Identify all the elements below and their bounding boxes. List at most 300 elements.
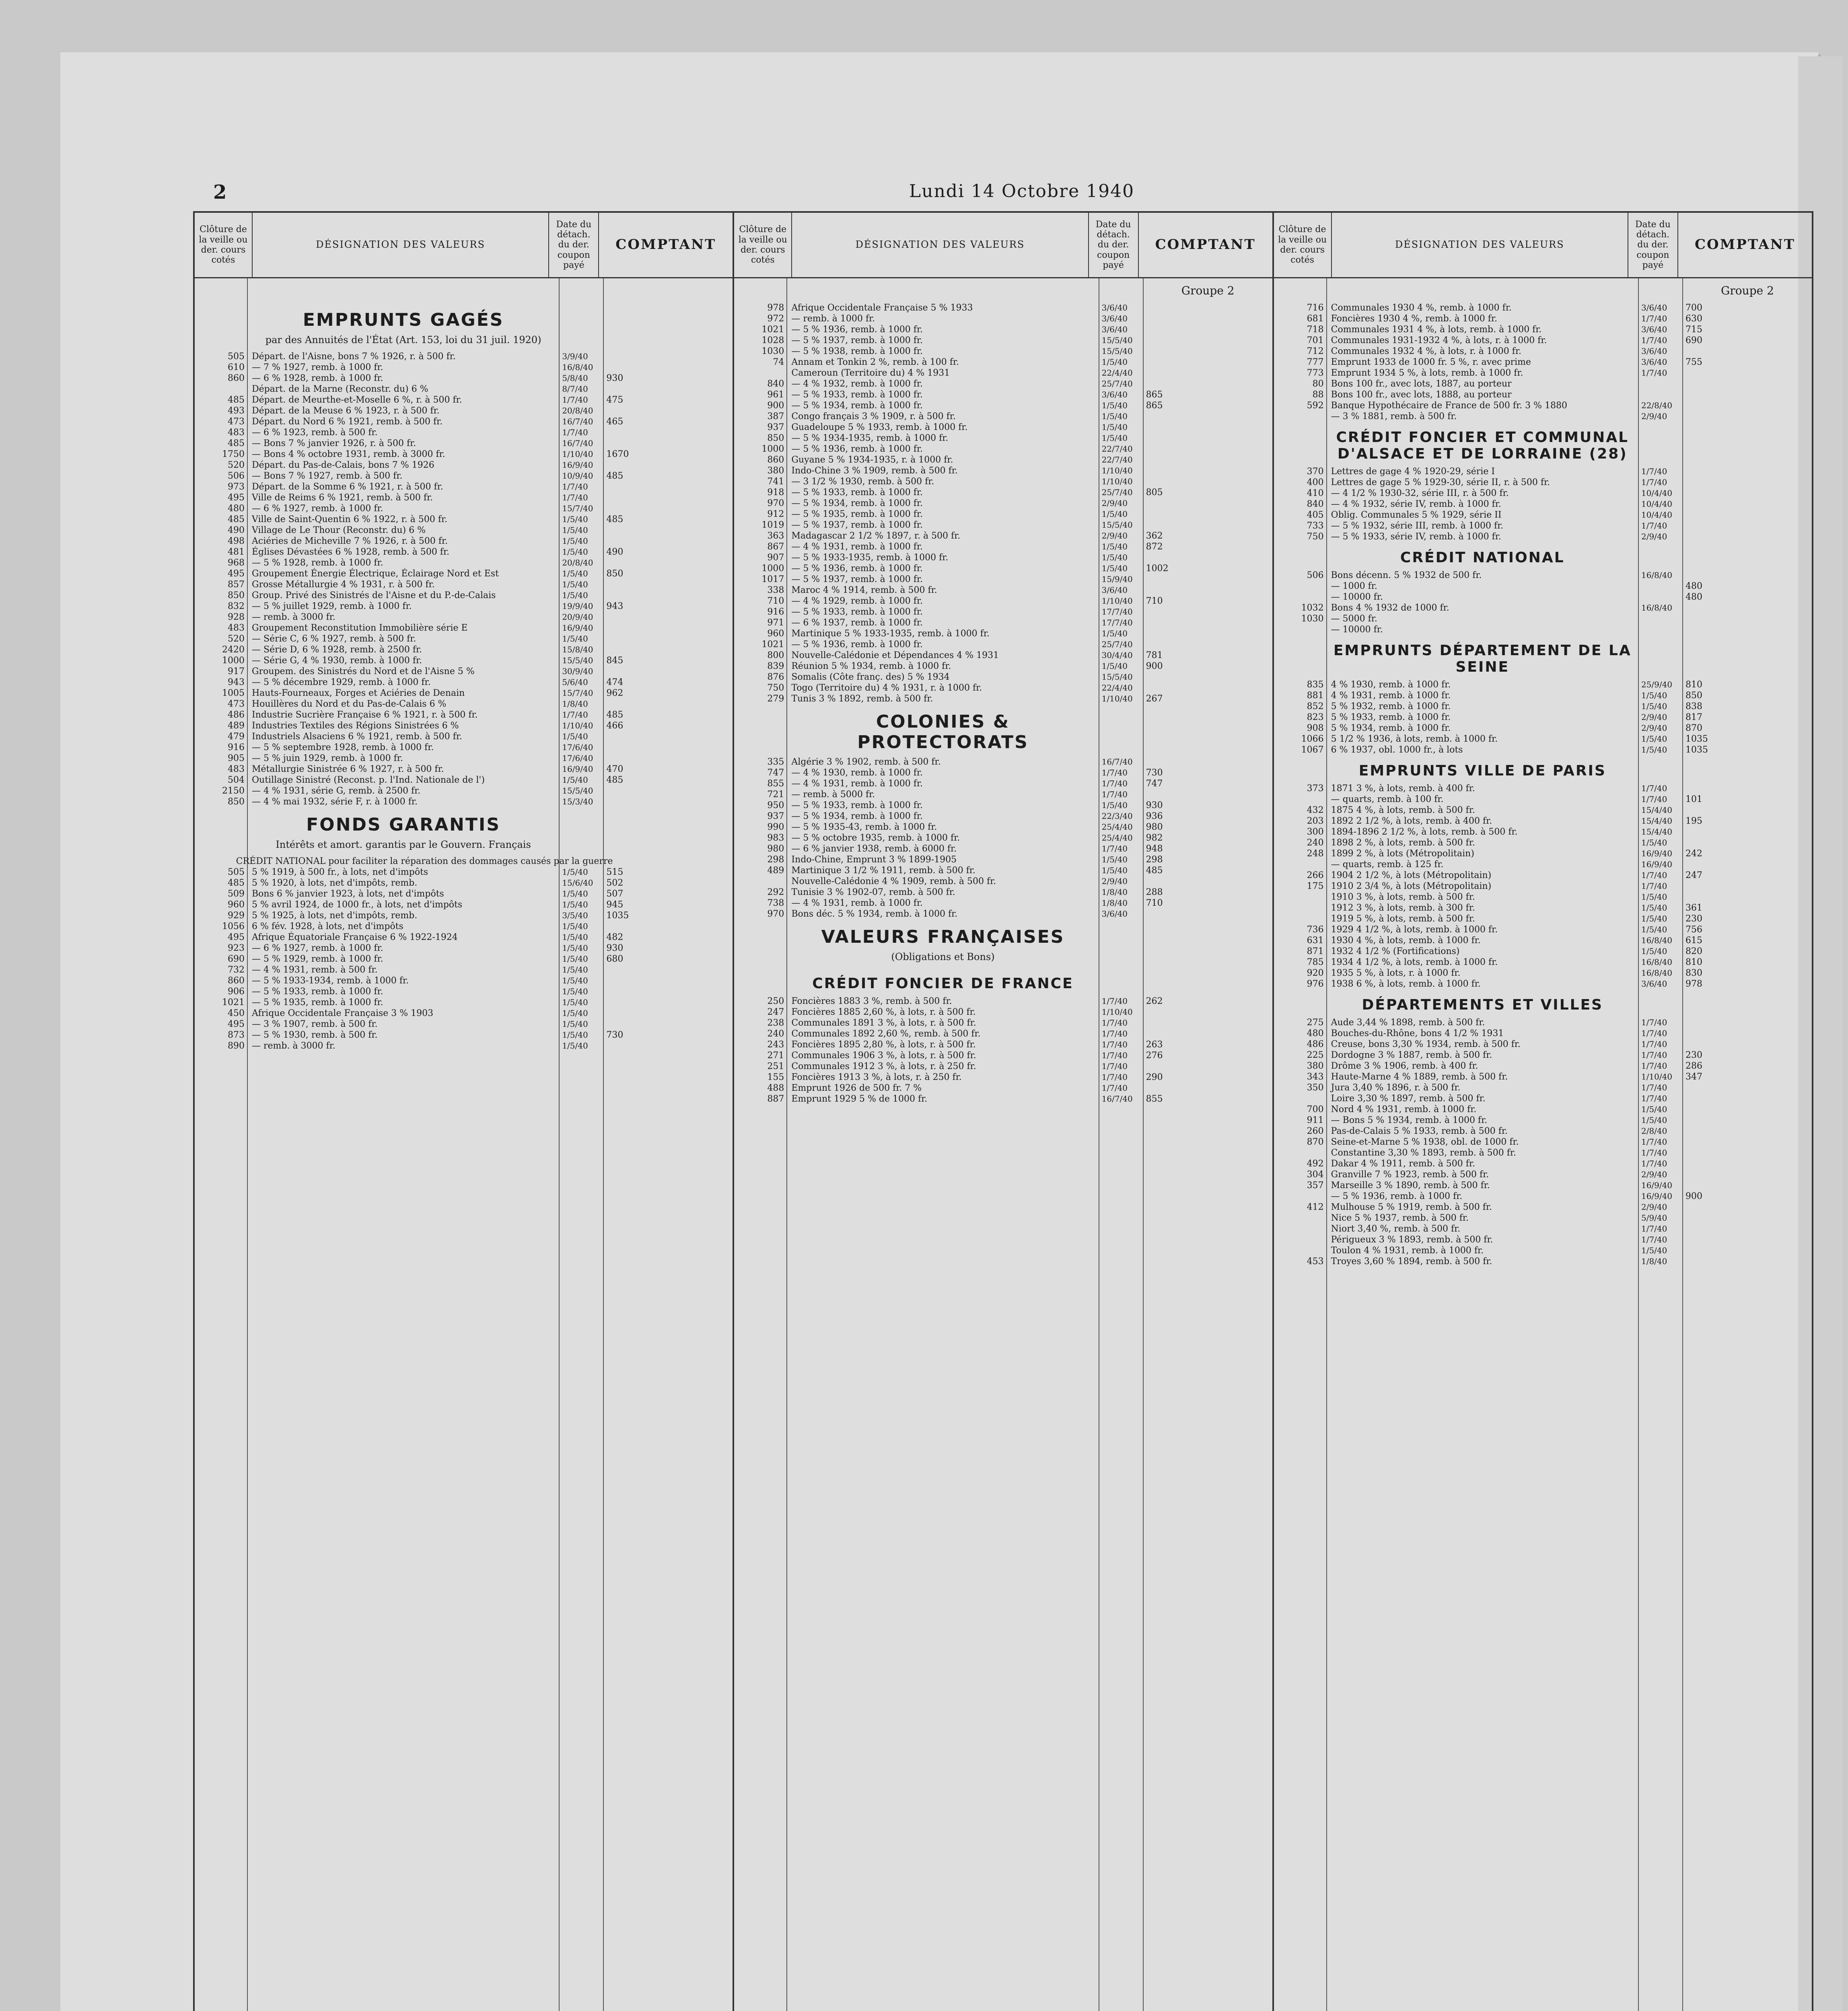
cell-cloture: 387 <box>767 411 784 422</box>
cell-designation: 1929 4 1/2 %, à lots, remb. à 1000 fr. <box>1331 925 1498 935</box>
cell-date: 1/5/40 <box>1101 422 1128 432</box>
cell-comptant <box>1683 488 1812 499</box>
cell-comptant: 263 <box>1146 1040 1163 1050</box>
cell-cloture: 960 <box>228 900 245 910</box>
cell-designation: Périgueux 3 % 1893, remb. à 500 fr. <box>1331 1235 1493 1245</box>
cell-cloture: 304 <box>1307 1170 1324 1180</box>
column-body <box>1274 278 1812 2011</box>
table-row <box>1274 302 1812 313</box>
cell-comptant: 756 <box>1685 925 1702 935</box>
cell-designation: 1912 3 %, à lots, remb. à 300 fr. <box>1331 903 1475 913</box>
cell-designation: Emprunt 1929 5 % de 1000 fr. <box>791 1094 928 1104</box>
cell-comptant: 781 <box>1146 650 1163 660</box>
cell-designation: 6 % fév. 1928, à lots, net d'impôts <box>252 921 403 931</box>
cell-date: 1/10/40 <box>1101 694 1133 703</box>
cell-date: 16/7/40 <box>562 417 593 426</box>
cell-date: 2/9/40 <box>1101 876 1128 886</box>
header-date-detach: Date du détach. du der. coupon payé <box>549 213 599 277</box>
cell-date: 1/5/40 <box>562 997 588 1007</box>
cell-cloture: 506 <box>228 471 245 481</box>
cell-date: 1/7/40 <box>1101 1051 1128 1060</box>
table-row <box>195 796 733 807</box>
cell-date <box>1639 624 1683 635</box>
cell-date: 3/6/40 <box>1101 585 1128 595</box>
table-row <box>1274 581 1812 592</box>
cell-cloture <box>195 384 247 395</box>
cell-designation: Communales 1892 2,60 %, remb. à 500 fr. <box>791 1029 981 1039</box>
cell-date: 17/7/40 <box>1101 618 1133 627</box>
table-row <box>195 373 733 384</box>
cell-date: 10/9/40 <box>562 471 593 481</box>
cell-comptant: 710 <box>1146 596 1163 606</box>
cell-cloture: 900 <box>767 401 784 411</box>
cell-comptant: 1035 <box>1685 734 1708 744</box>
table-row <box>734 778 1272 789</box>
cell-date: 1/7/40 <box>1101 1072 1128 1082</box>
cell-cloture: 432 <box>1307 805 1324 815</box>
table-row <box>1274 400 1812 411</box>
cell-cloture: 887 <box>767 1094 784 1104</box>
table-row <box>734 1050 1272 1061</box>
cell-date <box>1639 389 1683 400</box>
cell-designation: Industrie Sucrière Française 6 % 1921, r. à 500 fr. <box>252 710 478 720</box>
cell-comptant: 810 <box>1685 957 1702 967</box>
table-row <box>1274 1071 1812 1082</box>
cell-comptant <box>604 666 733 677</box>
table-row <box>195 416 733 427</box>
cell-cloture: 489 <box>767 866 784 876</box>
cell-date: 1/7/40 <box>1641 314 1667 323</box>
cell-cloture: 857 <box>228 580 245 590</box>
cell-cloture: 88 <box>1312 390 1324 400</box>
cell-date: 1/5/40 <box>562 569 588 578</box>
cell-cloture: 240 <box>767 1029 784 1039</box>
table-row <box>734 822 1272 833</box>
cell-designation: — remb. à 1000 fr. <box>791 314 875 324</box>
cell-comptant <box>1144 876 1272 887</box>
table-row <box>1274 1213 1812 1223</box>
cell-cloture: 1021 <box>222 997 245 1008</box>
cell-comptant <box>1144 757 1272 767</box>
cell-comptant <box>1144 444 1272 454</box>
cell-cloture: 480 <box>1307 1028 1324 1038</box>
cell-date: 16/9/40 <box>1641 1180 1673 1190</box>
cell-cloture: 493 <box>228 406 245 416</box>
cell-designation: Hauts-Fourneaux, Forges et Aciéries de Denain <box>252 688 465 698</box>
cell-designation: Algérie 3 % 1902, remb. à 500 fr. <box>791 757 941 767</box>
cell-date: 1/5/40 <box>1641 946 1667 956</box>
cell-comptant <box>1683 520 1812 531</box>
cell-date: 16/9/40 <box>1641 860 1673 869</box>
table-row <box>734 628 1272 639</box>
cell-date: 25/7/40 <box>1101 379 1133 389</box>
cell-comptant: 900 <box>1685 1191 1702 1201</box>
cell-designation: 5 % 1920, à lots, net d'impôts, remb. <box>252 878 418 888</box>
cell-comptant <box>1144 302 1272 313</box>
table-row <box>734 1094 1272 1104</box>
cell-date: 16/9/40 <box>1641 1191 1673 1201</box>
section-title: FONDS GARANTIS <box>306 814 501 835</box>
table-row <box>734 574 1272 585</box>
cell-designation: — 5 % 1933, série IV, remb. à 1000 fr. <box>1331 532 1501 542</box>
header-date-detach: Date du détach. du der. coupon payé <box>1628 213 1678 277</box>
cell-date: 16/9/40 <box>562 460 593 470</box>
cell-comptant <box>604 351 733 362</box>
cell-comptant <box>604 742 733 753</box>
cell-comptant: 466 <box>606 721 624 731</box>
cell-cloture: 363 <box>767 531 784 541</box>
cell-date: 3/9/40 <box>562 352 588 361</box>
table-row <box>734 639 1272 650</box>
cell-comptant: 480 <box>1685 581 1702 591</box>
table-row <box>734 854 1272 865</box>
cell-comptant: 480 <box>1685 592 1702 602</box>
cell-comptant <box>1144 628 1272 639</box>
page-number: 2 <box>213 181 227 204</box>
cell-date: 1/7/40 <box>1101 1018 1128 1028</box>
cell-cloture: 840 <box>1307 499 1324 509</box>
cell-cloture <box>734 368 786 378</box>
cell-cloture: 485 <box>228 395 245 405</box>
cell-cloture: 483 <box>228 428 245 438</box>
cell-designation: 5 % avril 1924, de 1000 fr., à lots, net d'impôts <box>252 900 463 910</box>
cell-comptant <box>604 796 733 807</box>
cell-designation: — 5 % juillet 1929, remb. à 1000 fr. <box>252 601 412 611</box>
cell-comptant: 475 <box>606 395 624 405</box>
cell-comptant <box>1144 313 1272 324</box>
cell-designation: — 5 % 1930, remb. à 500 fr. <box>252 1030 378 1040</box>
cell-comptant <box>1683 859 1812 870</box>
cell-comptant <box>1683 1245 1812 1256</box>
cell-date: 25/7/40 <box>1101 639 1133 649</box>
cell-comptant <box>1683 1213 1812 1223</box>
cell-date: 1/5/40 <box>1101 509 1128 519</box>
cell-date: 15/4/40 <box>1641 827 1673 837</box>
cell-date: 1/7/40 <box>562 482 588 491</box>
cell-designation: Togo (Territoire du) 4 % 1931, r. à 1000 fr. <box>791 683 982 693</box>
cell-comptant <box>1144 324 1272 335</box>
cell-date: 1/5/40 <box>1641 1115 1667 1125</box>
cell-comptant <box>604 362 733 373</box>
table-row <box>734 411 1272 422</box>
cell-designation: Marseille 3 % 1890, remb. à 500 fr. <box>1331 1180 1490 1191</box>
cell-cloture: 1066 <box>1301 734 1324 744</box>
cell-designation: Cameroun (Territoire du) 4 % 1931 <box>791 368 950 378</box>
cell-designation: — Série D, 6 % 1928, remb. à 2500 fr. <box>252 645 422 655</box>
cell-date: 1/7/40 <box>1101 1061 1128 1071</box>
cell-comptant <box>604 731 733 742</box>
cell-designation: Nouvelle-Calédonie et Dépendances 4 % 1931 <box>791 650 999 660</box>
table-row <box>1274 712 1812 723</box>
cell-designation: — 4 1/2 % 1930-32, série III, r. à 500 fr. <box>1331 488 1509 498</box>
column-header <box>734 213 1272 278</box>
table-row <box>1274 624 1812 635</box>
table-row <box>1274 346 1812 357</box>
cell-cloture: 350 <box>1307 1083 1324 1093</box>
cell-designation: — 5 % 1937, remb. à 1000 fr. <box>791 520 923 530</box>
cell-date: 1/5/40 <box>562 580 588 589</box>
table-row <box>1274 859 1812 870</box>
cell-date: 3/6/40 <box>1101 909 1128 919</box>
cell-comptant <box>1683 837 1812 848</box>
cell-comptant <box>604 921 733 932</box>
cell-comptant <box>1144 411 1272 422</box>
table-row <box>1274 723 1812 734</box>
cell-designation: — 4 % mai 1932, série F, r. à 1000 fr. <box>252 797 418 807</box>
cell-comptant <box>604 623 733 633</box>
cell-cloture: 690 <box>228 954 245 964</box>
table-row <box>195 688 733 699</box>
cell-cloture <box>1274 1245 1326 1256</box>
cell-cloture: 750 <box>1307 532 1324 542</box>
cell-designation: Métallurgie Sinistrée 6 % 1927, r. à 500 fr. <box>252 764 444 774</box>
table-row <box>1274 1256 1812 1267</box>
cell-comptant: 470 <box>606 764 624 774</box>
column-2 <box>734 213 1274 2011</box>
cell-comptant: 810 <box>1685 680 1702 690</box>
cell-date: 16/9/40 <box>562 623 593 633</box>
cell-comptant <box>1683 531 1812 542</box>
cell-cloture: 912 <box>767 509 784 519</box>
cell-comptant <box>1144 909 1272 919</box>
table-row <box>1274 570 1812 581</box>
section-title: CRÉDIT FONCIER DE FRANCE <box>812 975 1074 992</box>
cell-comptant: 515 <box>606 867 624 877</box>
cell-cloture: 721 <box>767 790 784 800</box>
cell-cloture <box>1274 1223 1326 1234</box>
table-row <box>195 601 733 612</box>
cell-date: 1/7/40 <box>562 428 588 437</box>
cell-designation: 1899 2 %, à lots (Métropolitain) <box>1331 849 1474 859</box>
cell-date: 25/4/40 <box>1101 822 1133 832</box>
cell-designation: Départ. de Meurthe-et-Moselle 6 %, r. à 500 fr. <box>252 395 462 405</box>
cell-cloture: 380 <box>767 466 784 476</box>
table-row <box>734 531 1272 541</box>
table-row <box>734 876 1272 887</box>
cell-date: 1/5/40 <box>562 954 588 964</box>
cell-cloture: 481 <box>228 547 245 557</box>
cell-designation: Niort 3,40 %, remb. à 500 fr. <box>1331 1224 1461 1234</box>
cell-cloture: 870 <box>1307 1137 1324 1147</box>
cell-date: 15/4/40 <box>1641 805 1673 815</box>
cell-cloture: 916 <box>228 742 245 753</box>
cell-comptant: 730 <box>606 1030 624 1040</box>
cell-comptant: 230 <box>1685 914 1702 924</box>
cell-designation: Bons 100 fr., avec lots, 1887, au porteur <box>1331 379 1512 389</box>
cell-designation: CRÉDIT NATIONAL pour faciliter la réparation des dommages causés par la guerre <box>236 856 613 866</box>
cell-comptant: 945 <box>606 900 624 910</box>
cell-date: 20/8/40 <box>562 406 593 415</box>
cell-designation: Haute-Marne 4 % 1889, remb. à 500 fr. <box>1331 1072 1508 1082</box>
cell-designation: Foncières 1895 2,80 %, à lots, r. à 500 fr. <box>791 1040 976 1050</box>
cell-comptant <box>1144 1028 1272 1039</box>
cell-cloture: 505 <box>228 352 245 362</box>
cell-date: 1/7/40 <box>1641 1224 1667 1234</box>
cell-cloture: 400 <box>1307 477 1324 487</box>
table-row <box>195 775 733 785</box>
cell-comptant <box>604 997 733 1008</box>
table-row <box>734 789 1272 800</box>
table-row <box>195 677 733 688</box>
cell-designation: — 5 % 1933, remb. à 1000 fr. <box>791 800 923 810</box>
cell-designation: — Série C, 6 % 1927, remb. à 500 fr. <box>252 634 416 644</box>
cell-date: 1/5/40 <box>1101 661 1128 671</box>
section-subtitle: Intérêts et amort. garantis par le Gouvern. Français <box>276 839 531 850</box>
cell-designation: — 3 % 1881, remb. à 500 fr. <box>1331 411 1457 422</box>
cell-date: 1/7/40 <box>1641 1137 1667 1147</box>
cell-date: 1/5/40 <box>1641 701 1667 711</box>
cell-cloture: 405 <box>1307 510 1324 520</box>
cell-cloture: 928 <box>228 612 245 622</box>
cell-designation: Guyane 5 % 1934-1935, r. à 1000 fr. <box>791 455 953 465</box>
cell-designation: Communales 1931 4 %, à lots, remb. à 1000 fr. <box>1331 325 1542 335</box>
cell-cloture: 747 <box>767 768 784 778</box>
cell-comptant <box>1144 1007 1272 1018</box>
cell-date: 1/5/40 <box>1101 411 1128 421</box>
table-row <box>1274 378 1812 389</box>
cell-designation: Communales 1931-1932 4 %, à lots, r. à 1000 fr. <box>1331 335 1547 345</box>
cell-date: 15/5/40 <box>1101 520 1133 530</box>
table-row <box>734 357 1272 368</box>
cell-comptant <box>604 785 733 796</box>
cell-comptant: 465 <box>606 417 624 427</box>
table-row <box>734 324 1272 335</box>
cell-cloture: 248 <box>1307 849 1324 859</box>
cell-comptant <box>604 438 733 449</box>
cell-comptant <box>1144 574 1272 585</box>
table-row <box>1274 805 1812 816</box>
cell-date: 3/6/40 <box>1101 325 1128 334</box>
table-row <box>195 888 733 899</box>
cell-comptant: 485 <box>606 775 624 785</box>
cell-designation: 4 % 1930, remb. à 1000 fr. <box>1331 680 1451 690</box>
cell-designation: Dordogne 3 % 1887, remb. à 500 fr. <box>1331 1050 1492 1060</box>
cell-comptant <box>1683 477 1812 488</box>
cell-date: 1/7/40 <box>562 493 588 502</box>
cell-cloture: 850 <box>228 797 245 807</box>
table-row <box>1274 924 1812 935</box>
cell-designation: Oblig. Communales 5 % 1929, série II <box>1331 510 1502 520</box>
table-row <box>195 742 733 753</box>
cell-designation: 1910 3 %, à lots, remb. à 500 fr. <box>1331 892 1475 902</box>
table-row <box>1274 968 1812 979</box>
cell-comptant <box>604 427 733 438</box>
cell-comptant <box>1683 1223 1812 1234</box>
table-row <box>195 568 733 579</box>
cell-comptant <box>604 975 733 986</box>
table-row <box>1274 837 1812 848</box>
cell-date: 1/8/40 <box>1641 1256 1667 1266</box>
cell-cloture: 850 <box>767 433 784 443</box>
table-row <box>1274 1169 1812 1180</box>
cell-cloture: 486 <box>1307 1039 1324 1049</box>
cell-comptant <box>1144 346 1272 357</box>
cell-date: 1/5/40 <box>1641 745 1667 755</box>
cell-cloture: 681 <box>1307 314 1324 324</box>
cell-designation: Foncières 1885 2,60 %, à lots, r. à 500 fr. <box>791 1007 976 1017</box>
cell-comptant <box>1683 624 1812 635</box>
cell-date: 1/7/40 <box>1641 1159 1667 1168</box>
cell-designation: — 6 % 1927, remb. à 1000 fr. <box>252 943 383 953</box>
section-title: EMPRUNTS DÉPARTEMENT DE LA SEINE <box>1333 642 1632 675</box>
table-row <box>1274 701 1812 712</box>
cell-cloture: 1750 <box>222 449 245 459</box>
cell-date: 1/7/40 <box>1641 1083 1667 1092</box>
cell-comptant <box>604 492 733 503</box>
cell-cloture: 873 <box>228 1030 245 1040</box>
cell-date <box>613 856 644 867</box>
cell-date: 16/8/40 <box>1641 603 1673 613</box>
cell-date: 15/7/40 <box>562 688 593 698</box>
cell-date: 15/6/40 <box>562 878 593 888</box>
table-row <box>734 887 1272 898</box>
cell-date: 2/9/40 <box>1101 498 1128 508</box>
cell-cloture: 906 <box>228 987 245 997</box>
cell-comptant <box>1683 389 1812 400</box>
cell-comptant: 900 <box>1146 661 1163 671</box>
cell-comptant <box>1683 1180 1812 1191</box>
table-row <box>1274 1137 1812 1147</box>
cell-date: 16/8/40 <box>1641 570 1673 580</box>
table-row <box>734 811 1272 822</box>
table-row <box>195 612 733 623</box>
table-row <box>734 650 1272 661</box>
cell-comptant: 276 <box>1146 1051 1163 1061</box>
table-row <box>1274 913 1812 924</box>
cell-designation: 5 1/2 % 1936, à lots, remb. à 1000 fr. <box>1331 734 1498 744</box>
cell-designation: Groupement Énergie Électrique, Éclairage Nord et Est <box>252 569 499 579</box>
cell-designation: Aude 3,44 % 1898, remb. à 500 fr. <box>1331 1018 1485 1028</box>
table-row <box>1274 411 1812 422</box>
cell-designation: — 5 % 1935, remb. à 1000 fr. <box>252 997 383 1008</box>
cell-comptant: 747 <box>1146 779 1163 789</box>
table-row <box>195 943 733 954</box>
table-row <box>195 1040 733 1051</box>
cell-date: 1/7/40 <box>1101 1029 1128 1038</box>
cell-date: 1/5/40 <box>1641 925 1667 934</box>
cell-cloture: 1000 <box>761 444 784 454</box>
cell-date: 1/10/40 <box>1101 477 1133 486</box>
cell-designation: — 3 1/2 % 1930, remb. à 500 fr. <box>791 477 934 487</box>
cell-comptant: 755 <box>1685 357 1702 367</box>
cell-designation: — 5 % 1934, remb. à 1000 fr. <box>791 498 923 508</box>
cell-cloture: 520 <box>228 460 245 470</box>
cell-designation: — 5000 fr. <box>1331 614 1377 624</box>
cell-designation: — 5 % 1933-1934, remb. à 1000 fr. <box>252 976 409 986</box>
cell-date: 1/5/40 <box>1641 734 1667 744</box>
cell-date: 15/5/40 <box>562 786 593 796</box>
cell-cloture: 275 <box>1307 1018 1324 1028</box>
column-3 <box>1274 213 1812 2011</box>
cell-cloture: 905 <box>228 753 245 763</box>
cell-cloture <box>1274 1213 1326 1223</box>
cell-cloture: 961 <box>767 390 784 400</box>
cell-designation: 1932 4 1/2 % (Fortifications) <box>1331 946 1460 956</box>
cell-date: 16/8/40 <box>1641 957 1673 967</box>
cell-designation: — 1000 fr. <box>1331 581 1377 591</box>
cell-cloture: 74 <box>773 357 784 367</box>
cell-designation: — 5 % 1935-43, remb. à 1000 fr. <box>791 822 937 832</box>
cell-date: 1/5/40 <box>562 1008 588 1018</box>
cell-date: 19/9/40 <box>562 601 593 611</box>
table-row <box>1274 488 1812 499</box>
cell-cloture: 266 <box>1307 870 1324 880</box>
header-designation: DÉSIGNATION DES VALEURS <box>792 213 1089 277</box>
cell-comptant: 230 <box>1685 1050 1702 1060</box>
cell-comptant: 362 <box>1146 531 1163 541</box>
cell-comptant <box>1683 783 1812 794</box>
cell-cloture: 1000 <box>761 563 784 574</box>
